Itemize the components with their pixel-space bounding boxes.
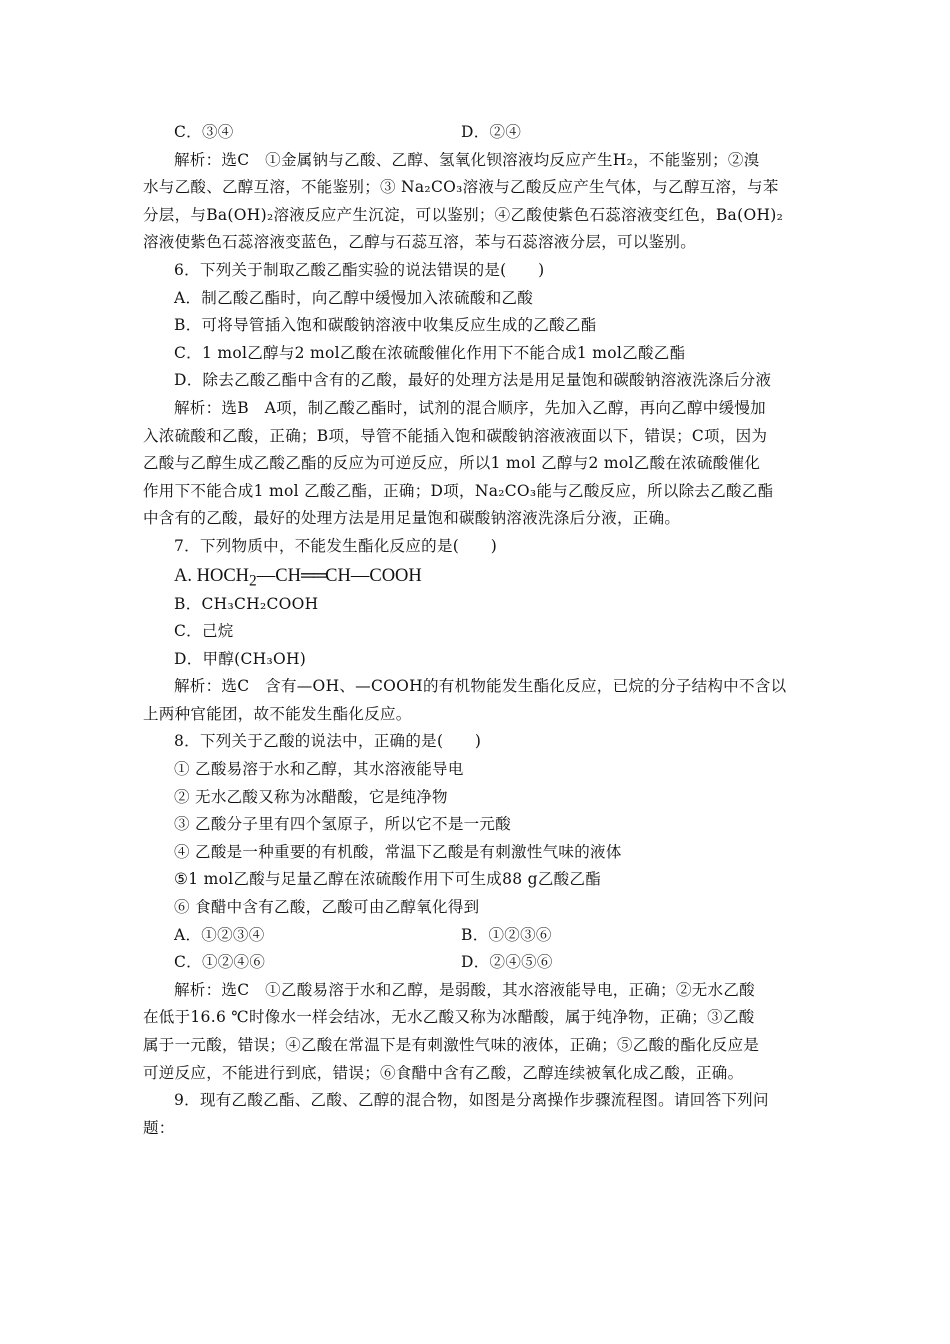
- q8-option-c: C．①②④⑥: [174, 953, 266, 972]
- q7-analysis-line: 解析：选C 含有—OH、—COOH的有机物能发生酯化反应，已烷的分子结构中不含以: [174, 677, 787, 696]
- q5-analysis-line: 溶液使紫色石蕊溶液变蓝色，乙醇与石蕊互溶，苯与石蕊溶液分层，可以鉴别。: [143, 233, 697, 252]
- q8-statement: ④ 乙酸是一种重要的有机酸，常温下乙酸是有刺激性气味的液体: [174, 842, 622, 861]
- q5-analysis-line: 分层，与Ba(OH)₂溶液反应产生沉淀，可以鉴别；④乙酸使紫色石蕊溶液变红色，Ba(OH)₂: [143, 205, 784, 224]
- q7-option-d: D．甲醇(CH₃OH): [174, 649, 307, 668]
- q8-option-d: D．②④⑤⑥: [461, 953, 553, 972]
- q8-statement: ② 无水乙酸又称为冰醋酸，它是纯净物: [174, 787, 448, 806]
- q6-option-a: A．制乙酸乙酯时，向乙醇中缓慢加入浓硫酸和乙酸: [174, 288, 534, 307]
- formula-part: A. HOCH: [174, 565, 250, 586]
- q8-options-row: [143, 922, 823, 950]
- q6-option-d: D．除去乙酸乙酯中含有的乙酸，最好的处理方法是用足量饱和碳酸钠溶液洗涤后分液: [174, 371, 772, 390]
- q6-stem: 6．下列关于制取乙酸乙酯实验的说法错误的是( ): [174, 260, 545, 279]
- q7-stem: 7．下列物质中，不能发生酯化反应的是( ): [174, 536, 498, 555]
- q6-analysis-line: 乙酸与乙醇生成乙酸乙酯的反应为可逆反应，所以1 mol 乙醇与2 mol乙酸在浓硫酸催化: [143, 454, 761, 473]
- q5-analysis-line: 水与乙酸、乙醇互溶，不能鉴别；③ Na₂CO₃溶液与乙酸反应产生气体，与乙醇互溶，与苯: [143, 178, 779, 197]
- q5-options-row: [143, 119, 823, 147]
- q7-option-c: C．己烷: [174, 622, 234, 641]
- q6-analysis-line: 作用下不能合成1 mol 乙酸乙酯，正确；D项，Na₂CO₃能与乙酸反应，所以除去乙酸乙酯: [143, 481, 774, 500]
- q8-option-a: A．①②③④: [174, 925, 265, 944]
- q8-options-row: [143, 949, 823, 977]
- q8-analysis-line: 解析：选C ①乙酸易溶于水和乙醇，是弱酸，其水溶液能导电，正确；②无水乙酸: [174, 980, 755, 999]
- q6-analysis-line: 中含有的乙酸，最好的处理方法是用足量饱和碳酸钠溶液洗涤后分液，正确。: [143, 509, 681, 528]
- q6-option-c: C．1 mol乙醇与2 mol乙酸在浓硫酸催化作用下不能合成1 mol乙酸乙酯: [174, 343, 686, 362]
- q8-stem: 8．下列关于乙酸的说法中，正确的是( ): [174, 732, 482, 751]
- q8-option-b: B．①②③⑥: [461, 925, 552, 944]
- q8-analysis-line: 属于一元酸，错误；④乙酸在常温下是有刺激性气味的液体，正确；⑤乙酸的酯化反应是: [143, 1036, 760, 1054]
- q8-statement: ⑤1 mol乙酸与足量乙醇在浓硫酸作用下可生成88 g乙酸乙酯: [174, 870, 602, 889]
- q6-analysis-line: 解析：选B A项，制乙酸乙酯时，试剂的混合顺序，先加入乙醇，再向乙醇中缓慢加: [174, 398, 766, 417]
- q6-analysis-line: 入浓硫酸和乙酸，正确；B项，导管不能插入饱和碳酸钠溶液液面以下，错误；C项，因为: [143, 426, 768, 445]
- double-bond: ══: [300, 565, 326, 586]
- q7-option-a-formula: [143, 561, 823, 591]
- q7-analysis-line: 上两种官能团，故不能发生酯化反应。: [143, 704, 412, 723]
- q6-option-b: B．可将导管插入饱和碳酸钠溶液中收集反应生成的乙酸乙酯: [174, 316, 597, 335]
- q8-analysis-line: 在低于16.6 ℃时像水一样会结冰，无水乙酸又称为冰醋酸，属于纯净物，正确；③乙酸: [143, 1008, 755, 1027]
- q8-statement: ① 乙酸易溶于水和乙醇，其水溶液能导电: [174, 760, 464, 779]
- formula-part: —CH: [256, 565, 301, 586]
- q5-option-d: D．②④: [461, 123, 522, 141]
- q9-stem: 9．现有乙酸乙酯、乙酸、乙醇的混合物，如图是分离操作步骤流程图。请回答下列问: [174, 1091, 769, 1110]
- q8-analysis-line: 可逆反应，不能进行到底，错误；⑥食醋中含有乙酸，乙醇连续被氧化成乙酸，正确。: [143, 1063, 744, 1082]
- q5-option-c: C．③④: [174, 123, 234, 141]
- q7-option-b: B．CH₃CH₂COOH: [174, 594, 319, 613]
- q8-statement: ③ 乙酸分子里有四个氢原子，所以它不是一元酸: [174, 815, 512, 834]
- formula-part: CH—COOH: [325, 565, 422, 586]
- q5-analysis-line: 解析：选C ①金属钠与乙酸、乙醇、氢氧化钡溶液均反应产生H₂，不能鉴别；②溴: [174, 150, 760, 169]
- q9-stem: 题：: [143, 1118, 175, 1137]
- formula-subscript: 2: [249, 572, 257, 590]
- q8-statement: ⑥ 食醋中含有乙酸，乙酸可由乙醇氧化得到: [174, 898, 480, 917]
- document-page: [143, 119, 823, 1142]
